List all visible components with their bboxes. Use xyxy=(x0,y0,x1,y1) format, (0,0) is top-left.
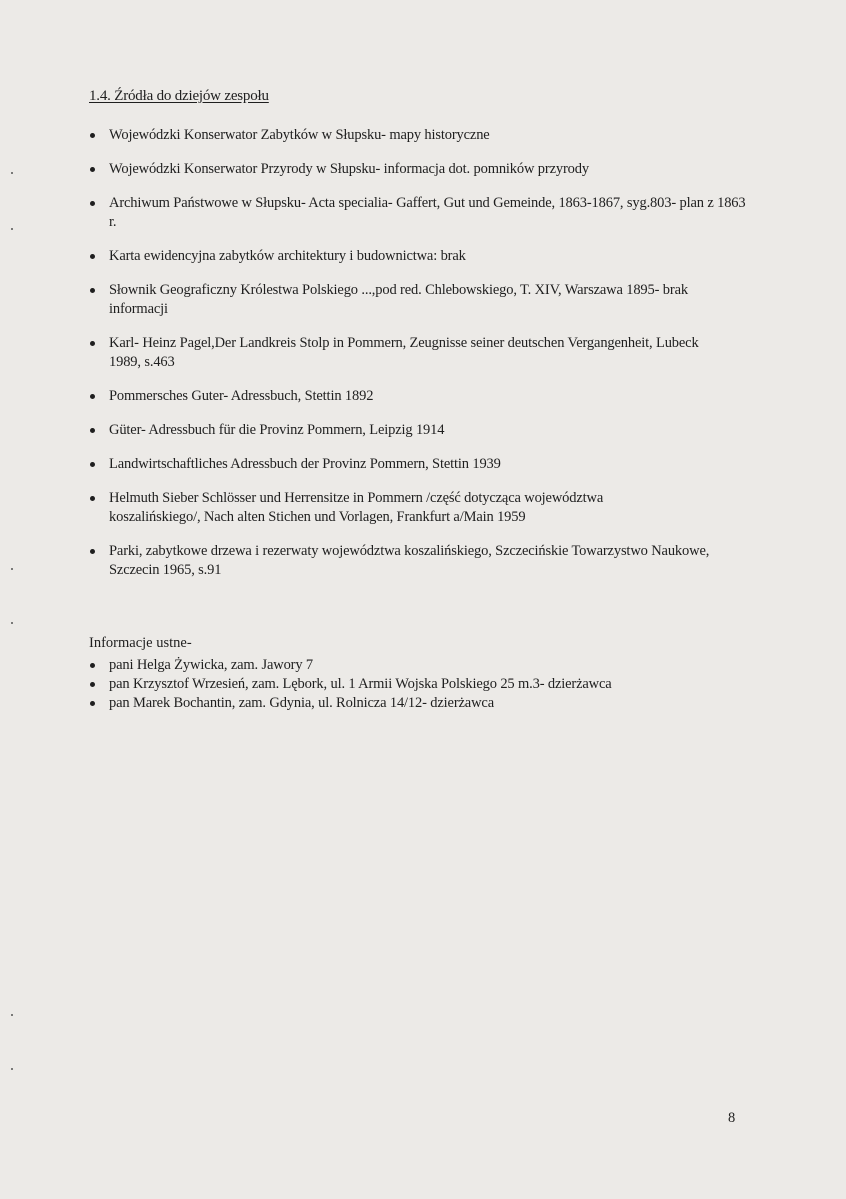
section-heading: 1.4. Źródła do dziejów zespołu xyxy=(89,88,269,104)
oral-info-list xyxy=(89,656,759,713)
scan-speck xyxy=(11,622,13,624)
source-item: Karta ewidencyjna zabytków architektury i budownictwa: brak xyxy=(89,247,759,266)
oral-info-item: pan Krzysztof Wrzesień, zam. Lębork, ul. 1 Armii Wojska Polskiego 25 m.3- dzierżawca xyxy=(89,675,759,694)
page-number: 8 xyxy=(728,1110,736,1126)
oral-info-title: Informacje ustne- xyxy=(89,635,192,651)
scan-speck xyxy=(11,568,13,570)
scan-speck xyxy=(11,228,13,230)
scan-speck xyxy=(11,1014,13,1016)
scan-speck xyxy=(11,1068,13,1070)
oral-info-item: pan Marek Bochantin, zam. Gdynia, ul. Rolnicza 14/12- dzierżawca xyxy=(89,694,759,713)
source-item: Pommersches Guter- Adressbuch, Stettin 1892 xyxy=(89,387,759,406)
source-item: Wojewódzki Konserwator Przyrody w Słupsku- informacja dot. pomników przyrody xyxy=(89,160,759,179)
source-item: Landwirtschaftliches Adressbuch der Provinz Pommern, Stettin 1939 xyxy=(89,455,759,474)
source-item: Słownik Geograficzny Królestwa Polskiego ...,pod red. Chlebowskiego, T. XIV, Warszawa 1895- brak informacji xyxy=(89,281,741,319)
sources-list xyxy=(89,126,759,595)
source-item: Archiwum Państwowe w Słupsku- Acta specialia- Gaffert, Gut und Gemeinde, 1863-1867, syg.803- plan z 1863 r. xyxy=(89,194,749,232)
source-item: Wojewódzki Konserwator Zabytków w Słupsku- mapy historyczne xyxy=(89,126,759,145)
scan-speck xyxy=(11,172,13,174)
source-item: Parki, zabytkowe drzewa i rezerwaty województwa koszalińskiego, Szczecińskie Towarzystwo Naukowe, Szczecin 1965, s.91 xyxy=(89,542,719,580)
source-item: Güter- Adressbuch für die Provinz Pommern, Leipzig 1914 xyxy=(89,421,759,440)
source-item: Karl- Heinz Pagel,Der Landkreis Stolp in Pommern, Zeugnisse seiner deutschen Vergangenheit, Lubeck 1989, s.463 xyxy=(89,334,719,372)
oral-info-item: pani Helga Żywicka, zam. Jawory 7 xyxy=(89,656,759,675)
source-item: Helmuth Sieber Schlösser und Herrensitze in Pommern /część dotycząca województwa koszalińskiego/, Nach alten Stichen und Vorlagen, Frankfurt a/Main 1959 xyxy=(89,489,669,527)
